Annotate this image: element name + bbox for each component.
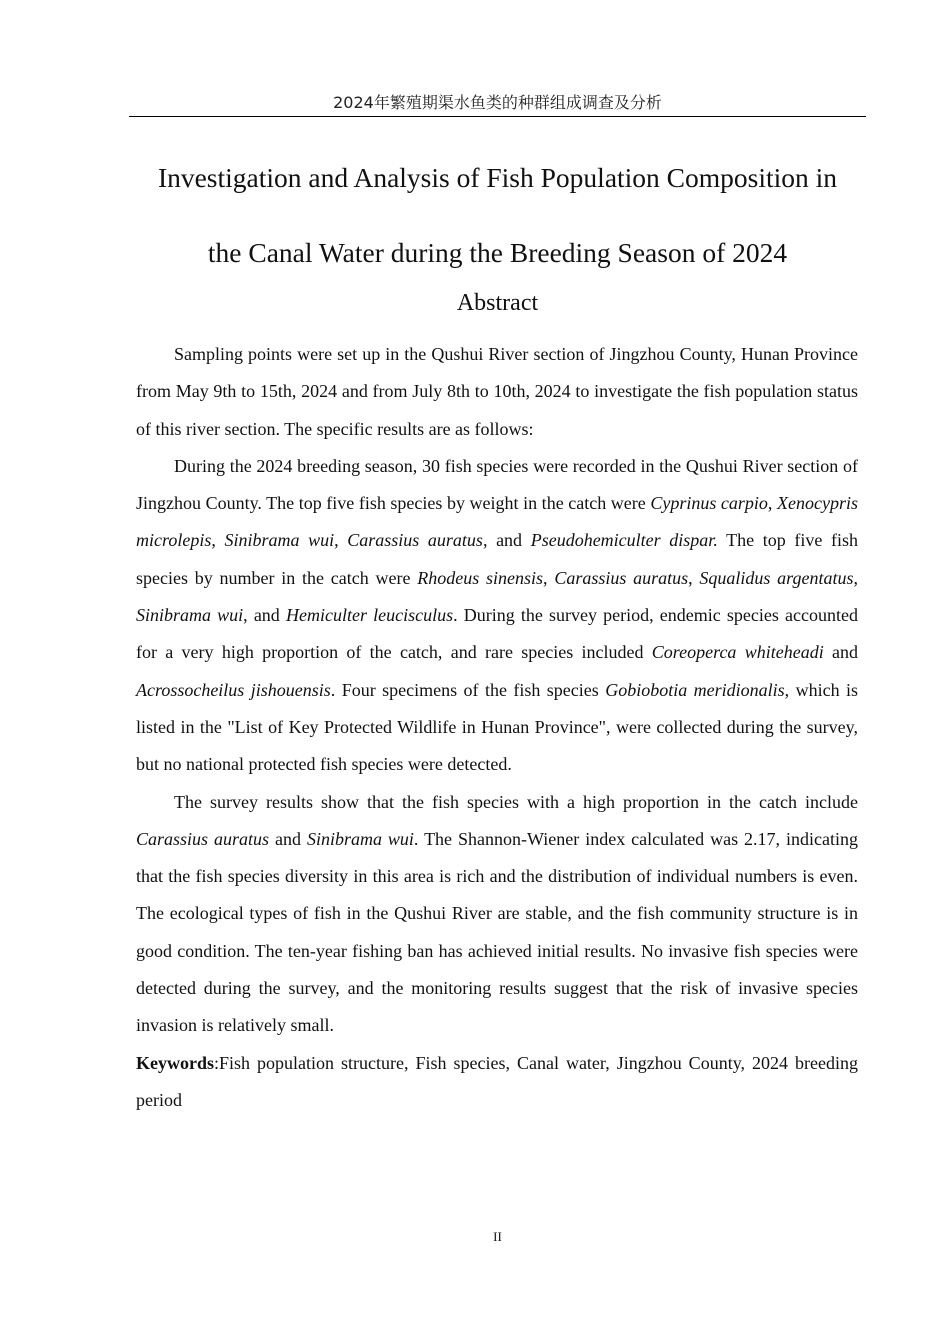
- species-name: Carassius auratus: [136, 828, 270, 849]
- species-name: Cyprinus carpio: [650, 493, 768, 514]
- abstract-paragraph-3: [136, 784, 858, 1045]
- running-header: 2024年繁殖期渠水鱼类的种群组成调查及分析: [129, 92, 866, 117]
- text-run: ,: [767, 493, 777, 514]
- abstract-paragraph-1: Sampling points were set up in the Qushui River section of Jingzhou County, Hunan Province from May 9th to 15th, 2024 and from July 8th to 10th, 2024 to investigate the fish population status of this river section. The specific results are as follows:: [136, 344, 858, 439]
- text-run: , and: [243, 605, 286, 626]
- keywords-label: Keywords: [136, 1052, 214, 1073]
- text-run: and: [823, 642, 858, 663]
- title-line-1: Investigation and Analysis of Fish Population Composition in: [157, 162, 838, 193]
- text-run: ,: [211, 530, 225, 551]
- text-run: ,: [543, 567, 555, 588]
- species-name: Rhodeus sinensis: [417, 567, 544, 588]
- species-name: Gobiobotia meridionalis: [605, 679, 785, 700]
- keywords-text: :Fish population structure, Fish species, Canal water, Jingzhou County, 2024 breeding period: [136, 1052, 858, 1110]
- species-name: Carassius auratus: [347, 530, 483, 551]
- text-run: The survey results show that the fish species with a high proportion in the catch include: [174, 791, 858, 812]
- species-name: Acrossocheilus jishouensis: [136, 679, 331, 700]
- species-name: Sinibrama wui: [306, 828, 414, 849]
- text-run: ,: [334, 530, 348, 551]
- abstract-paragraph-2: [136, 448, 858, 784]
- abstract-heading: Abstract: [456, 290, 539, 316]
- paper-title: [129, 140, 866, 290]
- text-run: and: [269, 828, 307, 849]
- text-run: ,: [853, 567, 859, 588]
- species-name: Pseudohemiculter dispar.: [530, 530, 718, 551]
- species-name: Carassius auratus: [554, 567, 689, 588]
- species-name: Coreoperca whiteheadi: [651, 642, 824, 663]
- species-name: Sinibrama wui: [224, 530, 335, 551]
- text-run: , and: [482, 530, 531, 551]
- title-line-2: the Canal Water during the Breeding Season of 2024: [207, 237, 788, 268]
- text-run: . The Shannon-Wiener index calculated was 2.17, indicating that the fish species diversity in this area is rich and the distribution of individual numbers is even. The ecological types of fish in the Qushui River are stable, and the fish community structure is in good condition. The ten-year fishing ban has achieved initial results. No invasive fish species were detected during the survey, and the monitoring results suggest that the risk of invasive species invasion is relatively small.: [136, 828, 858, 1036]
- species-name: Squalidus argentatus: [699, 567, 854, 588]
- text-run: The top five fish species by number in the catch were: [136, 530, 859, 588]
- species-name: Sinibrama wui: [136, 605, 244, 626]
- text-run: , which is listed in the "List of Key Protected Wildlife in Hunan Province", were collected during the survey, but no national protected fish species were detected.: [136, 679, 859, 775]
- text-run: During the 2024 breeding season, 30 fish species were recorded in the Qushui River section of Jingzhou County. The top five fish species by weight in the catch were: [136, 455, 858, 514]
- keywords: [136, 1045, 858, 1120]
- abstract-body: [136, 336, 858, 1119]
- text-run: . Four specimens of the fish species: [330, 679, 606, 700]
- text-run: ,: [688, 567, 700, 588]
- species-name: Hemiculter leucisculus: [285, 605, 454, 626]
- species-name: Xenocypris microlepis: [136, 493, 858, 551]
- page-number: II: [493, 1229, 502, 1244]
- text-run: . During the survey period, endemic species accounted for a very high proportion of the catch, and rare species included: [136, 605, 858, 663]
